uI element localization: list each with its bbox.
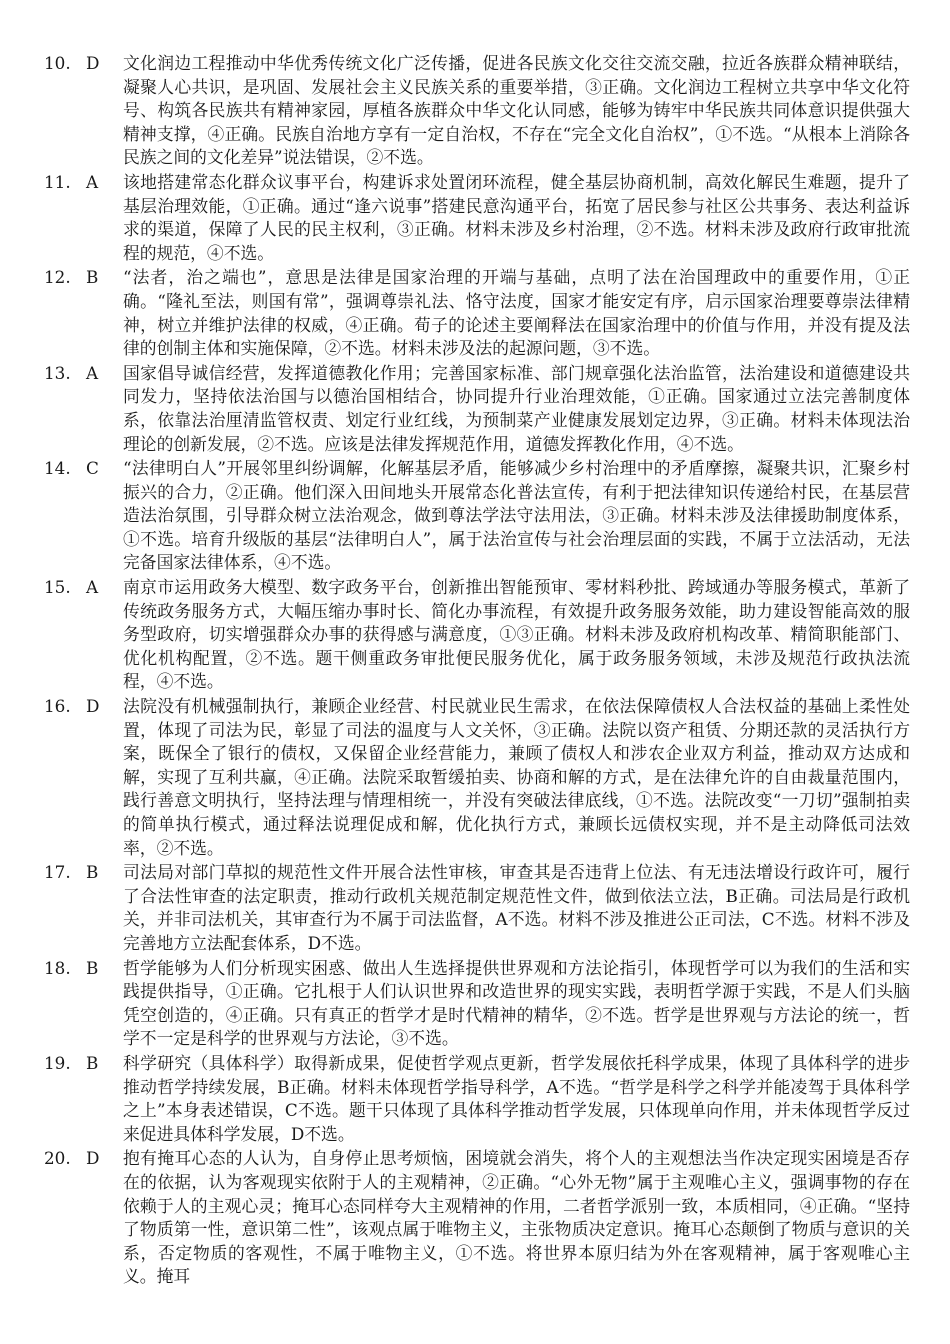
explanation-text: 南京市运用政务大模型、数字政务平台，创新推出智能预审、零材料秒批、跨域通办等服务模式，革新了传统政务服务方式，大幅压缩办事时长、简化办事流程，有效提升政务服务效能，助力建设智能高效的服务型政府，切实增强群众办事的获得感与满意度，①③正确。材料未涉及政府机构改革、精简职能部门、优化机构配置，②不选。题干侧重政务审批便民服务优化，属于政务服务领域，未涉及规范行政执法流程，④不选。 xyxy=(123,577,910,692)
answer-letter: A xyxy=(86,362,99,383)
explanation-text: 司法局对部门草拟的规范性文件开展合法性审核，审查其是否违背上位法、有无违法增设行政许可，履行了合法性审查的法定职责，推动行政机关规范制定规范性文件，做到依法立法，B正确。司法局是行政机关，并非司法机关，其审查行为不属于司法监督，A不选。材料不涉及推进公正司法，C不选。材料不涉及完善地方立法配套体系，D不选。 xyxy=(123,862,910,953)
question-number: 17. xyxy=(44,862,71,883)
answer-letter: B xyxy=(86,862,99,883)
answer-letter: D xyxy=(86,696,100,717)
answer-letter: A xyxy=(86,171,99,192)
question-number: 18. xyxy=(44,957,71,978)
answer-item-19 xyxy=(44,1052,910,1146)
answer-item-20 xyxy=(44,1147,910,1289)
explanation-text: “法者，治之端也”，意思是法律是国家治理的开端与基础，点明了法在治国理政中的重要作用，①正确。“隆礼至法，则国有常”，强调尊崇礼法、恪守法度，国家才能安定有序，启示国家治理要尊崇法律精神，树立并维护法律的权威，④正确。荀子的论述主要阐释法在国家治理中的价值与作用，并没有提及法律的创制主体和实施保障，②不选。材料未涉及法的起源问题，③不选。 xyxy=(123,267,910,359)
question-number: 20. xyxy=(44,1148,71,1169)
explanation-text: 法院没有机械强制执行，兼顾企业经营、村民就业民生需求，在依法保障债权人合法权益的基础上柔性处置，体现了司法为民，彰显了司法的温度与人文关怀，③正确。法院以资产租赁、分期还款的灵活执行方案，既保全了银行的债权，又保留企业经营能力，兼顾了债权人和涉农企业双方利益，推动双方达成和解，实现了互利共赢，④正确。法院采取暂缓拍卖、协商和解的方式，是在法律允许的自由裁量范围内，践行善意文明执行，坚持法理与情理相统一，并没有突破法律底线，①不选。法院改变“一刀切”强制拍卖的简单执行模式，通过释法说理促成和解，优化执行方式，兼顾长远债权实现，并不是主动降低司法效率，②不选。 xyxy=(123,696,910,858)
question-number: 13. xyxy=(44,362,71,383)
answer-letter: C xyxy=(86,458,99,479)
question-number: 16. xyxy=(44,696,71,717)
answer-item-12 xyxy=(44,266,910,360)
explanation-text: 该地搭建常态化群众议事平台，构建诉求处置闭环流程，健全基层协商机制，高效化解民生难题，提升了基层治理效能，①正确。通过“逢六说事”搭建民意沟通平台，拓宽了居民参与社区公共事务、表达利益诉求的渠道，保障了人民的民主权利，③正确。材料未涉及乡村治理，②不选。材料未涉及政府行政审批流程的规范，④不选。 xyxy=(123,171,910,263)
answer-item-11 xyxy=(44,171,910,265)
explanation-text: 国家倡导诚信经营，发挥道德教化作用；完善国家标准、部门规章强化法治监管，法治建设和道德建设共同发力，坚持依法治国与以德治国相结合，协同提升行业治理效能，①正确。国家通过立法完善制度体系，依靠法治厘清监管权责、划定行业红线，为预制菜产业健康发展划定边界，③正确。材料未体现法治理论的创新发展，②不选。应该是法律发挥规范作用，道德发挥教化作用，④不选。 xyxy=(123,362,910,454)
explanation-text: “法律明白人”开展邻里纠纷调解，化解基层矛盾，能够减少乡村治理中的矛盾摩擦，凝聚共识，汇聚乡村振兴的合力，②正确。他们深入田间地头开展常态化普法宣传，有利于把法律知识传递给村民，在基层营造法治氛围，引导群众树立法治观念，做到尊法学法守法用法，③正确。材料未涉及法律援助制度体系，①不选。培育升级版的基层“法律明白人”，属于法治宣传与社会治理层面的实践，不属于立法活动，无法完备国家法律体系，④不选。 xyxy=(123,458,910,573)
answer-item-16 xyxy=(44,695,910,860)
answer-letter: D xyxy=(86,1148,100,1169)
question-number: 11. xyxy=(44,171,71,192)
question-number: 14. xyxy=(44,458,71,479)
answer-letter: A xyxy=(86,577,99,598)
question-number: 15. xyxy=(44,577,71,598)
answer-item-10 xyxy=(44,52,910,170)
answer-letter: D xyxy=(86,53,100,73)
answer-letter: B xyxy=(86,1052,99,1073)
answer-letter: B xyxy=(86,957,99,978)
question-number: 10. xyxy=(44,53,71,73)
answer-item-13 xyxy=(44,362,910,456)
explanation-text: 抱有掩耳心态的人认为，自身停止思考烦恼，困境就会消失，将个人的主观想法当作决定现实困境是否存在的依据，认为客观现实依附于人的主观精神，②正确。“心外无物”属于主观唯心主义，强调事物的存在依赖于人的主观心灵；掩耳心态同样夸大主观精神的作用，二者哲学派别一致，本质相同，④正确。“坚持了物质第一性，意识第二性”，该观点属于唯物主义，主张物质决定意识。掩耳心态颠倒了物质与意识的关系，否定物质的客观性，不属于唯物主义，①不选。将世界本原归结为外在客观精神，属于客观唯心主义。掩耳 xyxy=(123,1148,910,1287)
explanation-text: 哲学能够为人们分析现实困惑、做出人生选择提供世界观和方法论指引，体现哲学可以为我们的生活和实践提供指导，①正确。它扎根于人们认识世界和改造世界的现实实践，表明哲学源于实践，不是人们头脑凭空创造的，④正确。只有真正的哲学才是时代精神的精华，②不选。哲学是世界观与方法论的统一，哲学不一定是科学的世界观与方法论，③不选。 xyxy=(123,957,910,1049)
explanation-text: 科学研究（具体科学）取得新成果，促使哲学观点更新，哲学发展依托科学成果，体现了具体科学的进步推动哲学持续发展，B正确。材料未体现哲学指导科学，A不选。“哲学是科学之科学并能凌驾于具体科学之上”本身表述错误，C不选。题干只体现了具体科学推动哲学发展，只体现单向作用，并未体现哲学反过来促进具体科学发展，D不选。 xyxy=(123,1052,910,1144)
answer-item-18 xyxy=(44,957,910,1051)
question-number: 19. xyxy=(44,1052,71,1073)
explanation-text: 文化润边工程推动中华优秀传统文化广泛传播，促进各民族文化交往交流交融，拉近各族群众精神联结，凝聚人心共识，是巩固、发展社会主义民族关系的重要举措，③正确。文化润边工程树立共享中华文化符号、构筑各民族共有精神家园，厚植各族群众中华文化认同感，能够为铸牢中华民族共同体意识提供强大精神支撑，④正确。民族自治地方享有一定自治权，不存在“完全文化自治权”，①不选。“从根本上消除各民族之间的文化差异”说法错误，②不选。 xyxy=(123,53,910,168)
answer-item-17 xyxy=(44,861,910,955)
question-number: 12. xyxy=(44,267,71,288)
answer-item-14 xyxy=(44,457,910,575)
answer-item-15 xyxy=(44,576,910,694)
answer-letter: B xyxy=(86,267,99,288)
